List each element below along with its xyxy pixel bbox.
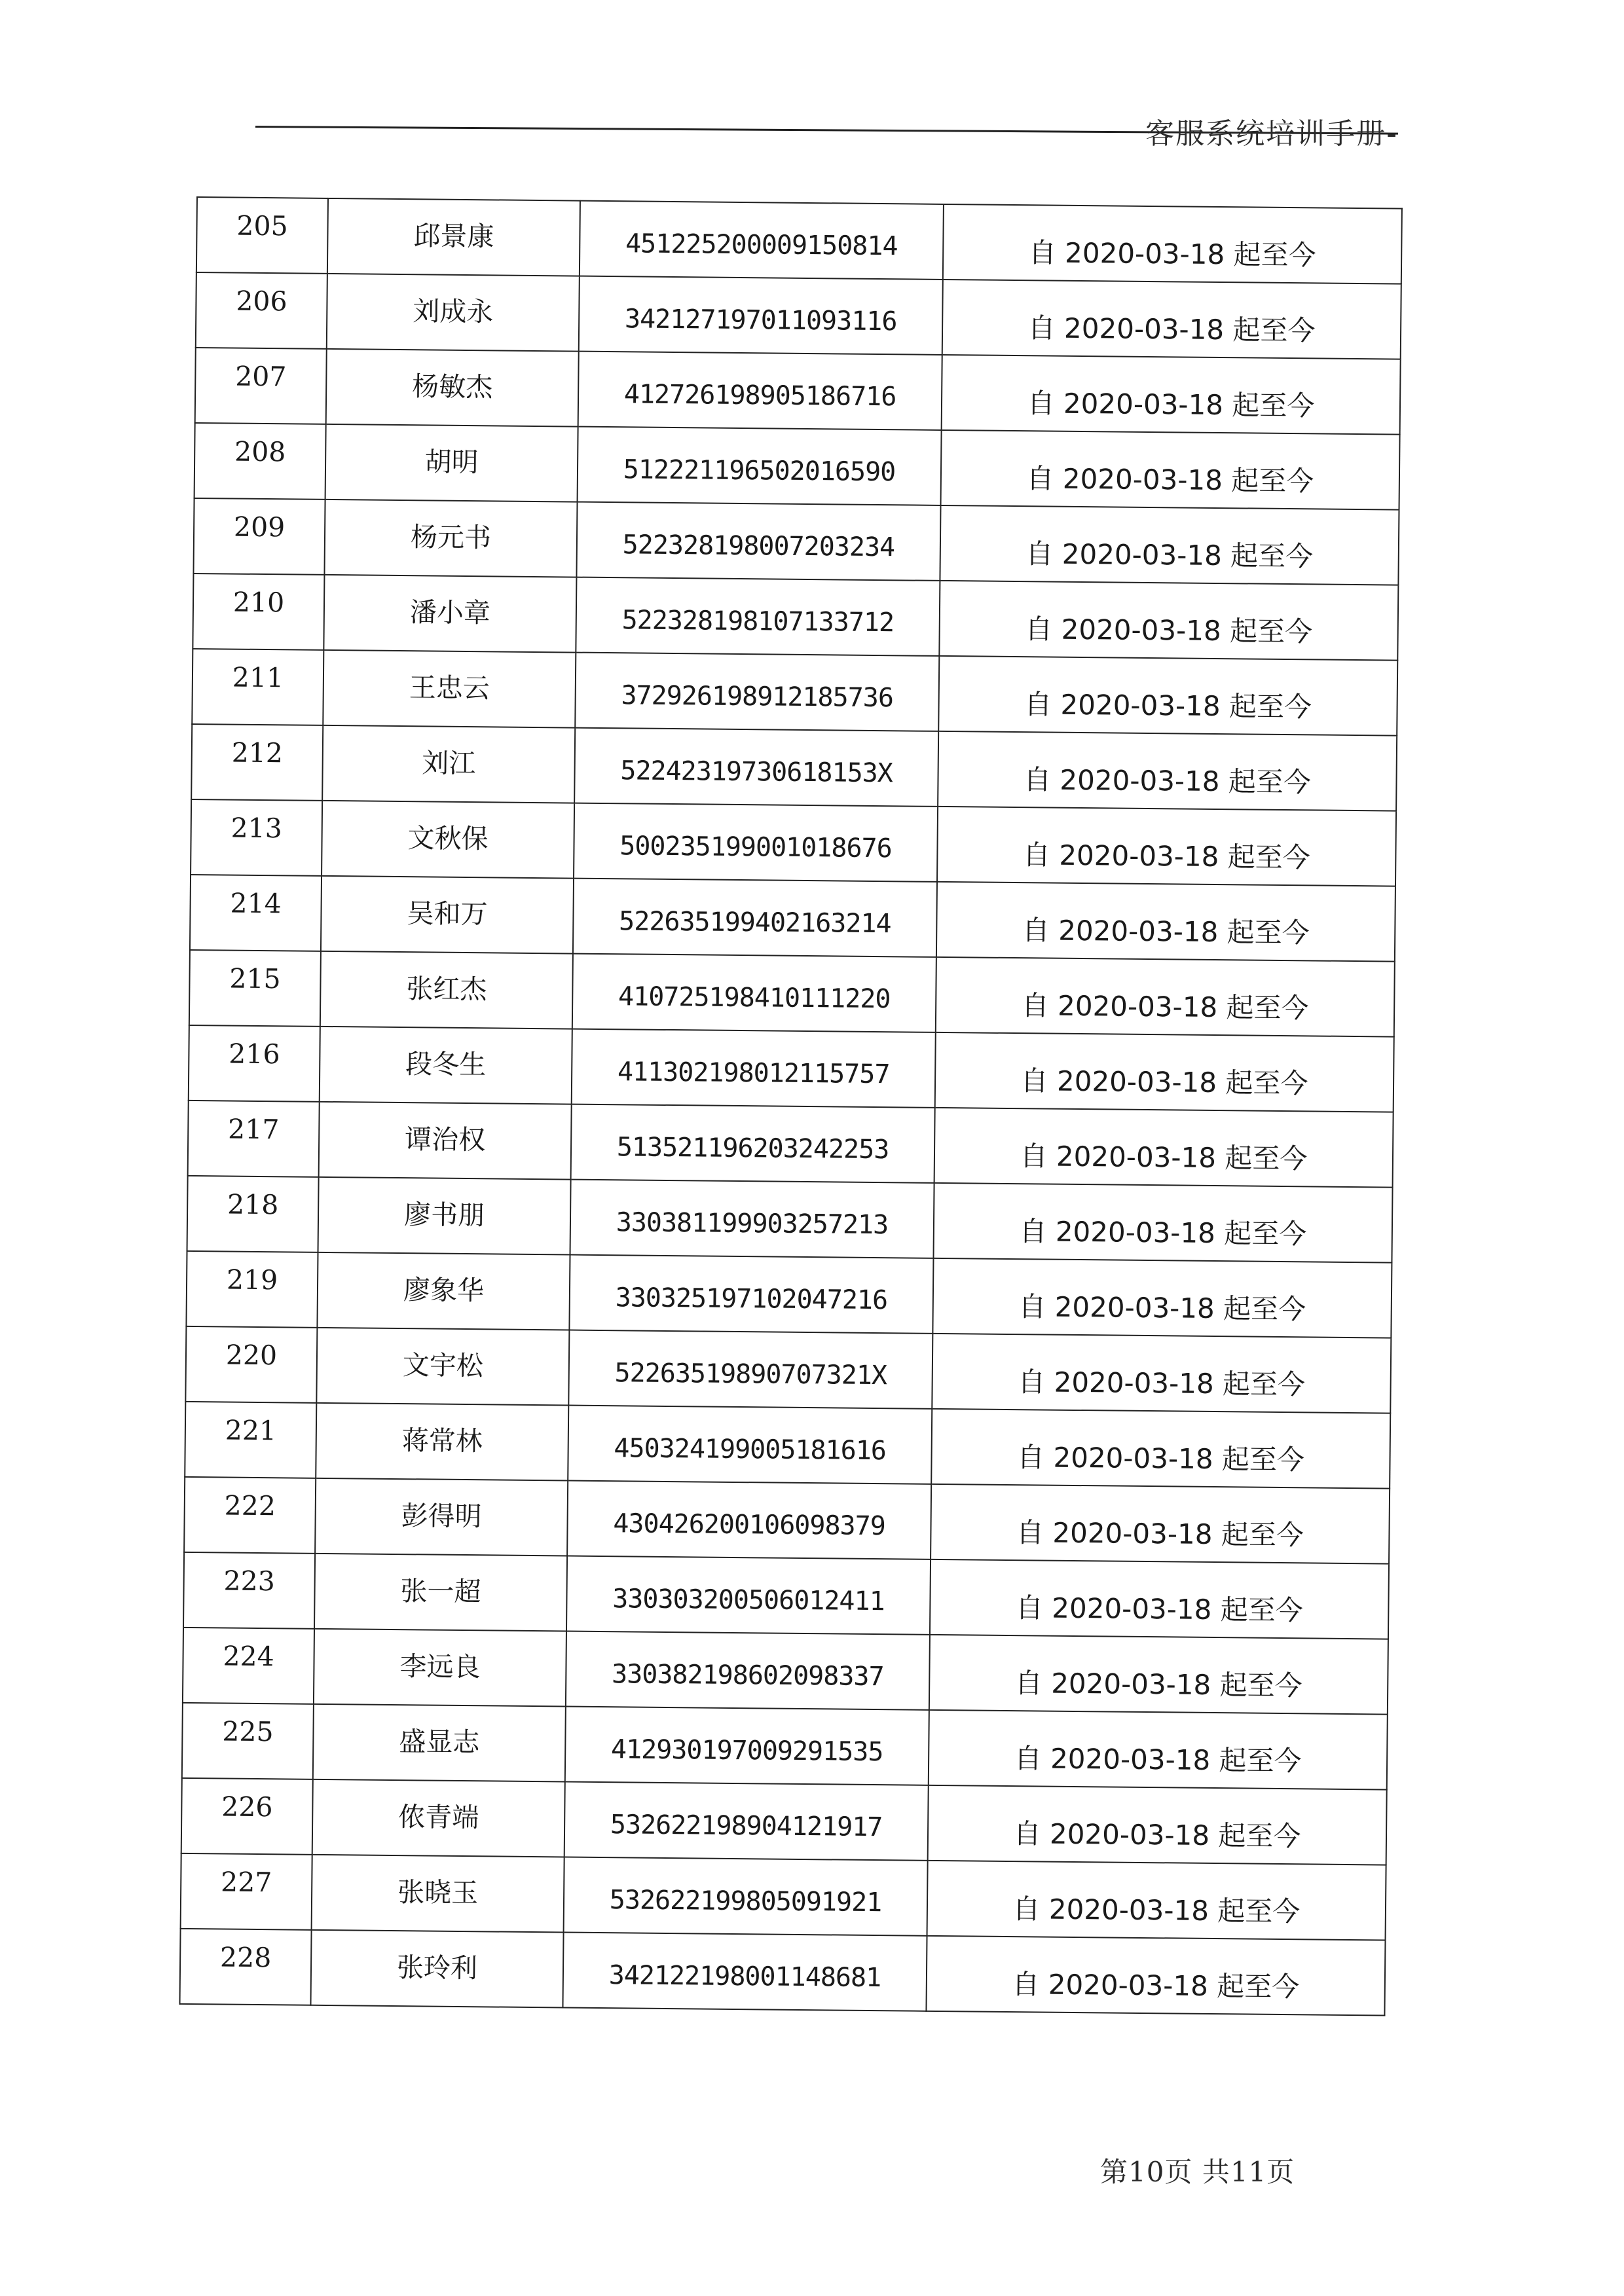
name-cell: 潘小章	[323, 575, 576, 653]
name-cell: 杨元书	[324, 500, 577, 577]
name-cell: 蒋常林	[316, 1403, 568, 1481]
id-number-cell: 52263519890707321X	[568, 1330, 932, 1409]
row-number-cell: 217	[188, 1101, 320, 1177]
id-number-cell: 411302198012115757	[572, 1029, 936, 1108]
id-number-cell: 500235199001018676	[574, 803, 938, 882]
table-row	[182, 1703, 1388, 1790]
table-row	[193, 574, 1398, 661]
document-title: 客服系统培训手册-	[1145, 117, 1398, 151]
name-cell: 张玲利	[310, 1930, 563, 2008]
page-prefix: 第	[1100, 2156, 1129, 2188]
table-row	[185, 1326, 1391, 1413]
id-number-cell: 522635199402163214	[573, 879, 937, 957]
period-cell: 自 2020-03-18 起至今	[931, 1484, 1390, 1564]
period-cell: 自 2020-03-18 起至今	[938, 731, 1397, 811]
id-number-cell: 342127197011093116	[579, 276, 943, 355]
row-number-cell: 227	[181, 1853, 312, 1930]
row-number-cell: 224	[183, 1628, 314, 1704]
page-current: 10	[1128, 2156, 1165, 2188]
row-number-cell: 210	[193, 574, 324, 650]
roster-table-wrapper	[179, 196, 1402, 2016]
table-row	[191, 799, 1396, 886]
name-cell: 彭得明	[315, 1478, 568, 1556]
id-number-cell: 512221196502016590	[578, 427, 942, 505]
period-cell: 自 2020-03-18 起至今	[936, 957, 1395, 1037]
period-cell: 自 2020-03-18 起至今	[937, 807, 1396, 886]
name-cell: 侬青端	[312, 1779, 565, 1857]
period-cell: 自 2020-03-18 起至今	[935, 1032, 1394, 1112]
roster-table-body	[179, 197, 1401, 2016]
row-number-cell: 228	[179, 1929, 311, 2005]
id-number-cell: 412930197009291535	[565, 1707, 929, 1785]
row-number-cell: 226	[181, 1778, 313, 1855]
roster-table	[179, 196, 1402, 2016]
id-number-cell: 412726198905186716	[578, 352, 942, 430]
page-total: 11	[1230, 2156, 1267, 2188]
id-number-cell: 372926198912185736	[575, 653, 939, 731]
row-number-cell: 218	[187, 1176, 319, 1252]
name-cell: 刘江	[322, 725, 575, 803]
row-number-cell: 211	[192, 649, 323, 725]
row-number-cell: 223	[183, 1552, 315, 1629]
period-cell: 自 2020-03-18 起至今	[934, 1108, 1393, 1188]
id-number-cell: 330325197102047216	[569, 1255, 933, 1334]
page-mid: 页 共	[1164, 2156, 1230, 2188]
name-cell: 邱景康	[327, 198, 580, 276]
id-number-cell: 330382198602098337	[566, 1631, 930, 1710]
row-number-cell: 208	[194, 423, 326, 500]
name-cell: 文秋保	[322, 801, 574, 879]
name-cell: 谭治权	[319, 1102, 572, 1180]
name-cell: 王忠云	[323, 650, 576, 728]
table-row	[179, 1929, 1385, 2016]
period-cell: 自 2020-03-18 起至今	[942, 280, 1401, 359]
id-number-cell: 330381199903257213	[570, 1180, 934, 1258]
period-cell: 自 2020-03-18 起至今	[929, 1710, 1388, 1790]
period-cell: 自 2020-03-18 起至今	[932, 1334, 1391, 1413]
table-row	[195, 348, 1401, 435]
name-cell: 廖象华	[317, 1252, 570, 1330]
table-row	[183, 1552, 1389, 1639]
id-number-cell: 522328198107133712	[576, 577, 940, 656]
row-number-cell: 222	[184, 1477, 316, 1554]
name-cell: 吴和万	[321, 876, 574, 954]
name-cell: 盛显志	[313, 1704, 566, 1782]
id-number-cell: 450324199005181616	[568, 1406, 932, 1484]
table-row	[181, 1853, 1386, 1941]
period-cell: 自 2020-03-18 起至今	[933, 1183, 1392, 1263]
row-number-cell: 213	[191, 799, 322, 876]
id-number-cell: 532622199805091921	[564, 1857, 928, 1936]
table-row	[184, 1477, 1390, 1564]
period-cell: 自 2020-03-18 起至今	[927, 1861, 1386, 1941]
name-cell: 段冬生	[320, 1027, 572, 1104]
table-row	[194, 423, 1400, 510]
row-number-cell: 214	[190, 875, 322, 951]
page-suffix: 页	[1266, 2156, 1295, 2188]
id-number-cell: 532622198904121917	[564, 1782, 929, 1861]
name-cell: 李远良	[314, 1629, 566, 1707]
table-row	[192, 649, 1397, 736]
row-number-cell: 212	[191, 724, 323, 801]
id-number-cell: 430426200106098379	[567, 1481, 931, 1559]
period-cell: 自 2020-03-18 起至今	[931, 1409, 1390, 1489]
id-number-cell: 52242319730618153X	[574, 728, 938, 807]
id-number-cell: 342122198001148681	[563, 1933, 927, 2011]
table-row	[191, 724, 1397, 811]
row-number-cell: 216	[189, 1025, 320, 1102]
table-row	[181, 1778, 1387, 1865]
row-number-cell: 205	[196, 197, 328, 274]
row-number-cell: 219	[186, 1251, 318, 1328]
table-row	[187, 1176, 1393, 1263]
id-number-cell: 513521196203242253	[571, 1104, 935, 1183]
table-row	[189, 950, 1395, 1037]
name-cell: 廖书朋	[318, 1177, 571, 1255]
period-cell: 自 2020-03-18 起至今	[926, 1936, 1385, 2016]
id-number-cell: 410725198410111220	[572, 954, 936, 1032]
name-cell: 杨敏杰	[326, 349, 579, 427]
period-cell: 自 2020-03-18 起至今	[936, 882, 1395, 962]
period-cell: 自 2020-03-18 起至今	[940, 505, 1399, 585]
row-number-cell: 225	[182, 1703, 314, 1779]
period-cell: 自 2020-03-18 起至今	[932, 1258, 1392, 1338]
id-number-cell: 330303200506012411	[566, 1556, 931, 1635]
row-number-cell: 220	[185, 1326, 317, 1403]
period-cell: 自 2020-03-18 起至今	[941, 430, 1400, 510]
period-cell: 自 2020-03-18 起至今	[943, 204, 1402, 284]
table-row	[183, 1628, 1388, 1715]
table-row	[190, 875, 1395, 962]
period-cell: 自 2020-03-18 起至今	[938, 656, 1397, 736]
id-number-cell: 522328198007203234	[576, 502, 940, 581]
table-row	[189, 1025, 1394, 1112]
row-number-cell: 215	[189, 950, 321, 1027]
row-number-cell: 206	[196, 272, 327, 349]
row-number-cell: 221	[185, 1402, 316, 1478]
table-row	[193, 498, 1399, 585]
name-cell: 张红杰	[320, 951, 573, 1029]
period-cell: 自 2020-03-18 起至今	[942, 355, 1401, 435]
table-row	[196, 197, 1402, 284]
table-row	[186, 1251, 1392, 1338]
name-cell: 张一超	[314, 1554, 567, 1631]
period-cell: 自 2020-03-18 起至今	[939, 581, 1398, 661]
table-row	[185, 1402, 1390, 1489]
name-cell: 胡明	[325, 424, 578, 502]
id-number-cell: 451225200009150814	[580, 201, 944, 280]
row-number-cell: 207	[195, 348, 327, 424]
name-cell: 张晓玉	[312, 1855, 564, 1933]
name-cell: 刘成永	[327, 274, 580, 352]
page-footer	[1100, 2151, 1295, 2190]
period-cell: 自 2020-03-18 起至今	[928, 1785, 1387, 1865]
name-cell: 文宇松	[316, 1328, 569, 1406]
period-cell: 自 2020-03-18 起至今	[929, 1635, 1388, 1715]
period-cell: 自 2020-03-18 起至今	[930, 1559, 1389, 1639]
table-row	[188, 1101, 1393, 1188]
row-number-cell: 209	[193, 498, 325, 575]
table-row	[196, 272, 1401, 359]
